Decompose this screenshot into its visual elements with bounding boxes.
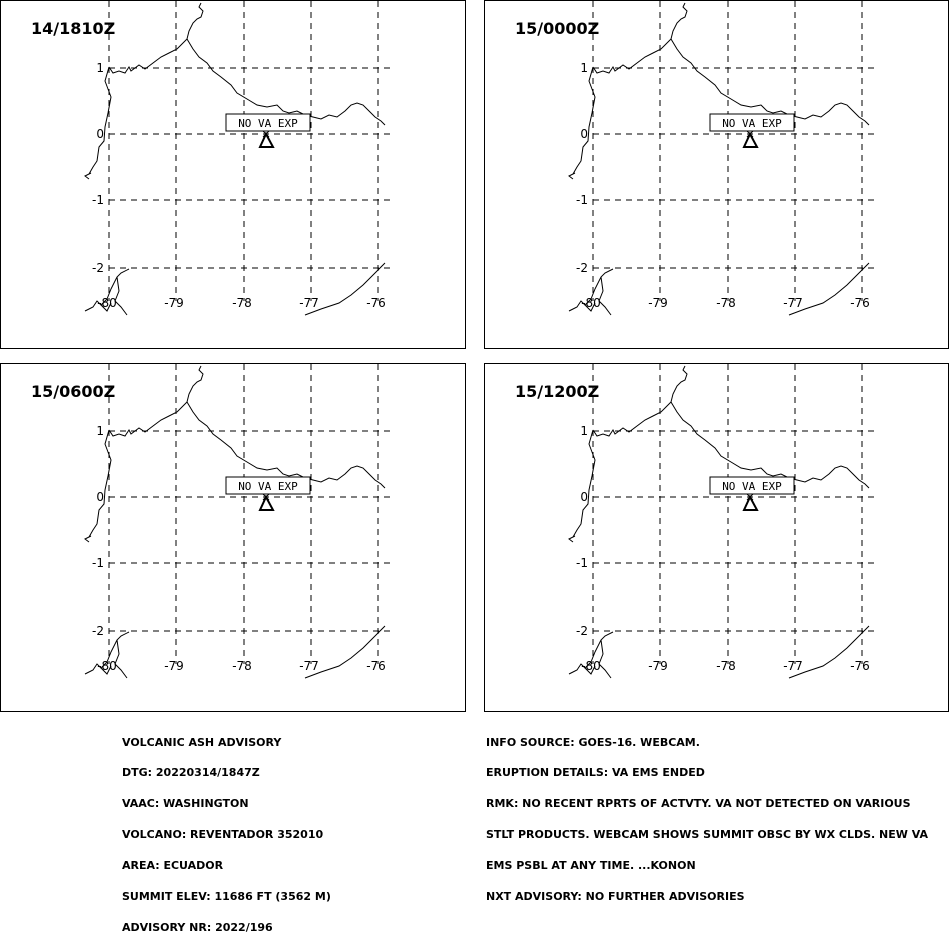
lat-tick-label: -2 [92, 624, 104, 638]
lat-tick-label: 1 [580, 61, 588, 75]
no-va-exp-label [226, 114, 310, 131]
advisory-line: RMK: NO RECENT RPRTS OF ACTVTY. VA NOT DETECTED ON VARIOUS [486, 797, 911, 811]
label-text: NO VA EXP [722, 117, 782, 130]
advisory-line: NXT ADVISORY: NO FURTHER ADVISORIES [486, 890, 745, 904]
volcano-triangle [260, 497, 273, 510]
panel-time: 15/1200Z [515, 382, 600, 401]
lat-tick-label: -2 [92, 261, 104, 275]
map-panel [0, 363, 466, 712]
lon-tick-label: -77 [299, 296, 319, 310]
lon-tick-label: -79 [648, 659, 668, 673]
advisory-header-text [122, 717, 331, 944]
lat-tick-label: -1 [576, 556, 588, 570]
volcano-triangle [744, 497, 757, 510]
advisory-line: VOLCANO: REVENTADOR 352010 [122, 828, 324, 842]
lon-tick-label: -77 [783, 296, 803, 310]
lon-tick-label: -78 [716, 659, 736, 673]
no-va-exp-label [710, 114, 794, 131]
advisory-line: EMS PSBL AT ANY TIME. ...KONON [486, 859, 696, 873]
no-va-exp-label [226, 477, 310, 494]
coastline-path [569, 430, 595, 542]
volcano-triangle [744, 134, 757, 147]
coastline-path [593, 366, 869, 488]
lon-tick-label: -80 [97, 296, 117, 310]
coastline-path [569, 67, 595, 179]
volcano-triangle [260, 134, 273, 147]
lat-tick-label: 0 [96, 127, 104, 141]
lon-tick-label: -78 [232, 296, 252, 310]
lon-tick-label: -79 [648, 296, 668, 310]
volcano-triangle-icon [260, 131, 273, 147]
advisory-line: DTG: 20220314/1847Z [122, 766, 260, 780]
map-graphic [1, 1, 467, 350]
lon-tick-label: -80 [97, 659, 117, 673]
advisory-line: VAAC: WASHINGTON [122, 797, 249, 811]
lat-tick-label: 0 [580, 127, 588, 141]
label-text: NO VA EXP [238, 117, 298, 130]
lat-tick-label: -1 [92, 556, 104, 570]
lat-tick-label: 1 [96, 61, 104, 75]
lon-tick-label: -76 [850, 659, 870, 673]
coastline-path [109, 366, 385, 488]
advisory-line: ERUPTION DETAILS: VA EMS ENDED [486, 766, 705, 780]
lon-tick-label: -76 [850, 296, 870, 310]
advisory-line: ADVISORY NR: 2022/196 [122, 920, 273, 934]
label-text: NO VA EXP [238, 480, 298, 493]
advisory-line: AREA: ECUADOR [122, 859, 224, 873]
map-panel [484, 363, 949, 712]
lat-tick-label: 0 [96, 490, 104, 504]
lat-tick-label: -1 [576, 193, 588, 207]
volcano-triangle-icon [744, 494, 757, 510]
advisory-line: STLT PRODUCTS. WEBCAM SHOWS SUMMIT OBSC BY WX CLDS. NEW VA [486, 828, 929, 842]
lat-tick-label: 1 [580, 424, 588, 438]
lon-tick-label: -80 [581, 659, 601, 673]
advisory-details-text [486, 717, 928, 913]
lon-tick-label: -79 [164, 296, 184, 310]
volcano-triangle-icon [260, 494, 273, 510]
lon-tick-label: -77 [299, 659, 319, 673]
coastline-path [85, 430, 111, 542]
map-graphic [1, 364, 467, 713]
lon-tick-label: -78 [716, 296, 736, 310]
panel-time: 15/0000Z [515, 19, 600, 38]
lon-tick-label: -76 [366, 659, 386, 673]
lon-tick-label: -80 [581, 296, 601, 310]
advisory-line: INFO SOURCE: GOES-16. WEBCAM. [486, 735, 700, 749]
advisory-line: SUMMIT ELEV: 11686 FT (3562 M) [122, 890, 331, 904]
map-graphic [485, 364, 950, 713]
lon-tick-label: -78 [232, 659, 252, 673]
coastline-path [109, 3, 385, 125]
lat-tick-label: -1 [92, 193, 104, 207]
coastline-path [593, 3, 869, 125]
coastline-path [85, 67, 111, 179]
lat-tick-label: -2 [576, 261, 588, 275]
panel-time: 15/0600Z [31, 382, 116, 401]
map-graphic [485, 1, 950, 350]
lat-tick-label: 1 [96, 424, 104, 438]
lon-tick-label: -79 [164, 659, 184, 673]
volcano-triangle-icon [744, 131, 757, 147]
lon-tick-label: -77 [783, 659, 803, 673]
lat-tick-label: -2 [576, 624, 588, 638]
no-va-exp-label [710, 477, 794, 494]
label-text: NO VA EXP [722, 480, 782, 493]
lat-tick-label: 0 [580, 490, 588, 504]
advisory-line: VOLCANIC ASH ADVISORY [122, 735, 282, 749]
lon-tick-label: -76 [366, 296, 386, 310]
map-panel [484, 0, 949, 349]
map-panel [0, 0, 466, 349]
panel-time: 14/1810Z [31, 19, 116, 38]
